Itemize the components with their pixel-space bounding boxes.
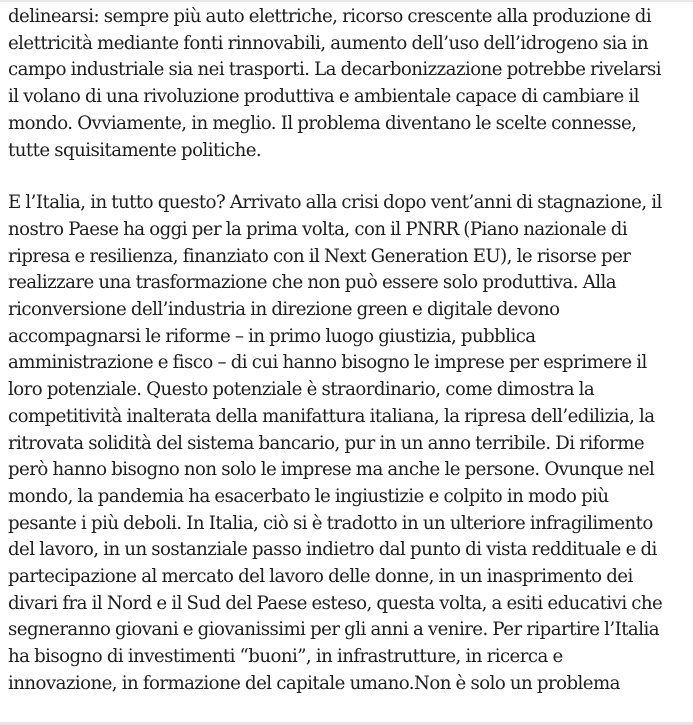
text-line: però hanno bisogno non solo le imprese ma anche le persone. Ovunque nel [8, 459, 655, 481]
text-line: pesante i più deboli. In Italia, ciò si è tradotto in un ulteriore infragilimento [8, 512, 653, 534]
top-divider [0, 0, 693, 2]
text-line: innovazione, in formazione del capitale umano.Non è solo un problema [8, 672, 620, 694]
text-line: riconversione dell’industria in direzione green e digitale devono [8, 299, 560, 321]
text-line: divari fra il Nord e il Sud del Paese esteso, questa volta, a esiti educativi che [8, 592, 663, 614]
text-line: campo industriale sia nei trasporti. La decarbonizzazione potrebbe rivelarsi [8, 59, 662, 81]
text-line: del lavoro, in un sostanziale passo indietro dal punto di vista reddituale e di [8, 539, 657, 561]
paragraph-2 [8, 190, 690, 697]
article-body [8, 4, 690, 724]
text-line: partecipazione al mercato del lavoro delle donne, in un inasprimento dei [8, 566, 633, 588]
text-line: realizzare una trasformazione che non può essere solo produttiva. Alla [8, 272, 617, 294]
text-line: mondo, la pandemia ha esacerbato le ingiustizie e colpito in modo più [8, 485, 609, 507]
text-line: amministrazione e fisco – di cui hanno bisogno le imprese per esprimere il [8, 352, 647, 374]
text-line: tutte squisitamente politiche. [8, 139, 262, 161]
text-line: accompagnarsi le riforme – in primo luogo giustizia, pubblica [8, 325, 536, 347]
text-line: il volano di una rivoluzione produttiva e ambientale capace di cambiare il [8, 86, 639, 108]
text-line: ritrovata solidità del sistema bancario, pur in un anno terribile. Di riforme [8, 432, 645, 454]
text-line: nostro Paese ha oggi per la prima volta, con il PNRR (Piano nazionale di [8, 218, 628, 240]
text-line: segneranno giovani e giovanissimi per gli anni a venire. Per ripartire l’Italia [8, 619, 659, 641]
text-line: elettricità mediante fonti rinnovabili, aumento dell’uso dell’idrogeno sia in [8, 32, 649, 54]
text-line: ha bisogno di investimenti “buoni”, in infrastrutture, in ricerca e [8, 646, 563, 668]
text-line: ripresa e resilienza, finanziato con il Next Generation EU), le risorse per [8, 245, 631, 267]
text-line: E l’Italia, in tutto questo? Arrivato alla crisi dopo vent’anni di stagnazione, il [8, 192, 662, 214]
text-line: loro potenziale. Questo potenziale è straordinario, come dimostra la [8, 379, 595, 401]
paragraph-1 [8, 4, 690, 164]
text-line: mondo. Ovviamente, in meglio. Il problema diventano le scelte connesse, [8, 112, 637, 134]
text-line: delinearsi: sempre più auto elettriche, ricorso crescente alla produzione di [8, 6, 652, 27]
text-line: competitività inalterata della manifattura italiana, la ripresa dell’edilizia, la [8, 405, 655, 427]
